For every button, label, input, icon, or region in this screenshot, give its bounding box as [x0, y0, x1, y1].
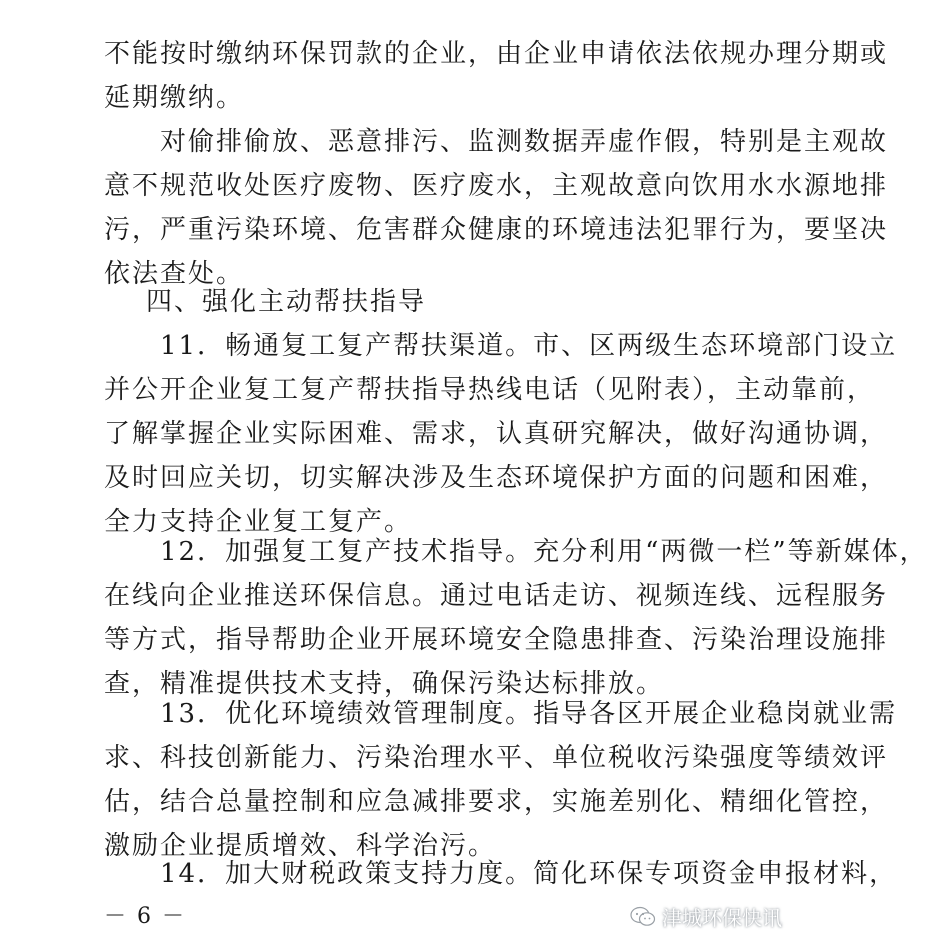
watermark-text: 津城环保快讯 [662, 906, 782, 930]
text-line: 污，严重污染环境、危害群众健康的环境违法犯罪行为，要坚决 [104, 215, 889, 245]
text-line: 全力支持企业复工复产。 [104, 507, 413, 537]
text-line: 对偷排偷放、恶意排污、监测数据弄虚作假，特别是主观故 [104, 127, 889, 157]
text-line: 了解掌握企业实际困难、需求，认真研究解决，做好沟通协调， [104, 419, 889, 449]
text-line: 求、科技创新能力、污染治理水平、单位税收污染强度等绩效评 [104, 743, 889, 773]
text-line: 不能按时缴纳环保罚款的企业，由企业申请依法依规办理分期或 [104, 39, 889, 69]
paragraph-14 [104, 852, 898, 896]
text-line: 延期缴纳。 [104, 83, 245, 113]
text-line: 依法查处。 [104, 259, 245, 289]
paragraph-2 [104, 120, 889, 296]
text-line: 并公开企业复工复产帮扶指导热线电话（见附表），主动靠前， [104, 375, 876, 405]
text-line: 11．畅通复工复产帮扶渠道。市、区两级生态环境部门设立 [104, 331, 898, 361]
text-line: 激励企业提质增效、科学治污。 [104, 831, 497, 861]
text-line: 意不规范收处医疗废物、医疗废水，主观故意向饮用水水源地排 [104, 171, 889, 201]
page-number: － 6 － [104, 904, 186, 929]
text-line: 查，精准提供技术支持，确保污染达标排放。 [104, 669, 665, 699]
text-line: 13．优化环境绩效管理制度。指导各区开展企业稳岗就业需 [104, 699, 898, 729]
text-line: 在线向企业推送环保信息。通过电话走访、视频连线、远程服务 [104, 581, 889, 611]
paragraph-12 [104, 530, 928, 706]
text-line: 估，结合总量控制和应急减排要求，实施差别化、精细化管控， [104, 787, 889, 817]
section-heading: 四、强化主动帮扶指导 [146, 287, 427, 317]
text-line: 12．加强复工复产技术指导。充分利用“两微一栏”等新媒体， [104, 537, 928, 567]
paragraph-11 [104, 324, 898, 544]
wechat-icon [630, 906, 656, 928]
paragraph-1 [104, 32, 889, 120]
text-line: 14．加大财税政策支持力度。简化环保专项资金申报材料， [104, 859, 898, 889]
paragraph-13 [104, 692, 898, 868]
text-line: 等方式，指导帮助企业开展环境安全隐患排查、污染治理设施排 [104, 625, 889, 655]
text-line: 及时回应关切，切实解决涉及生态环境保护方面的问题和困难， [104, 463, 889, 493]
watermark [630, 902, 782, 931]
